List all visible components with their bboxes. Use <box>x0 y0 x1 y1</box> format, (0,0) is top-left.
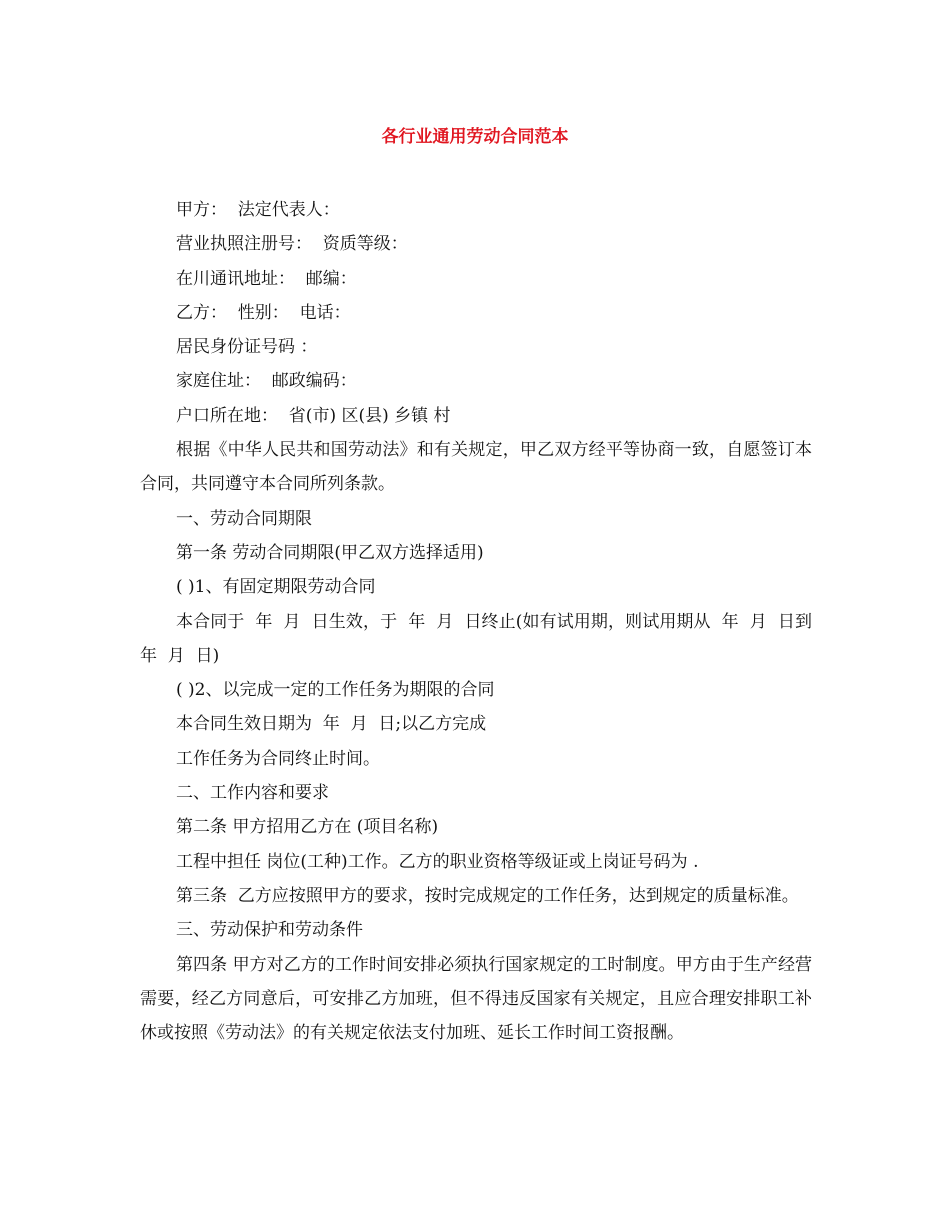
home-address-line: 家庭住址： 邮政编码： <box>176 371 357 392</box>
section-heading-2: 二、工作内容和要求 <box>176 783 329 804</box>
task-based-termination: 工作任务为合同终止时间。 <box>176 748 380 769</box>
document-body <box>140 193 823 1050</box>
article-3: 第三条 乙方应按照甲方的要求，按时完成规定的工作任务，达到规定的质量标准。 <box>176 885 799 906</box>
id-number-line: 居民身份证号码 ： <box>176 337 318 358</box>
task-based-dates: 本合同生效日期为 年 月 日;以乙方完成 <box>176 714 487 735</box>
article-1: 第一条 劳动合同期限(甲乙双方选择适用) <box>176 542 484 563</box>
article-2-continued: 工程中担任 岗位(工种)工作。乙方的职业资格等级证或上岗证号码为 . <box>176 851 699 872</box>
preamble-paragraph: 根据《中华人民共和国劳动法》和有关规定，甲乙双方经平等协商一致，自愿签订本合同，共同遵守本合同所列条款。 <box>140 440 812 495</box>
party-a-line: 甲方： 法定代表人： <box>176 200 340 220</box>
option-task-based: ( )2、以完成一定的工作任务为期限的合同 <box>176 680 495 701</box>
address-line: 在川通讯地址： 邮编： <box>176 268 357 289</box>
business-license-line: 营业执照注册号： 资质等级： <box>176 234 408 255</box>
section-heading-1: 一、劳动合同期限 <box>176 508 312 529</box>
option-fixed-term: ( )1、有固定期限劳动合同 <box>176 577 376 598</box>
party-b-line: 乙方： 性别： 电话： <box>176 302 351 323</box>
article-2: 第二条 甲方招用乙方在 (项目名称) <box>176 817 439 838</box>
document-title: 各行业通用劳动合同范本 <box>381 127 569 147</box>
fixed-term-dates: 本合同于 年 月 日生效，于 年 月 日终止(如有试用期，则试用期从 年 月 日到 年 月 日) <box>140 611 823 666</box>
section-heading-3: 三、劳动保护和劳动条件 <box>176 920 363 941</box>
household-registration-line: 户口所在地： 省(市) 区(县) 乡镇 村 <box>176 405 451 426</box>
article-4: 第四条 甲方对乙方的工作时间安排必须执行国家规定的工时制度。甲方由于生产经营需要，经乙方同意后，可安排乙方加班，但不得违反国家有关规定，且应合理安排职工补休或按照《劳动法》的有关规定依法支付加班、延长工作时间工资报酬。 <box>140 954 812 1044</box>
